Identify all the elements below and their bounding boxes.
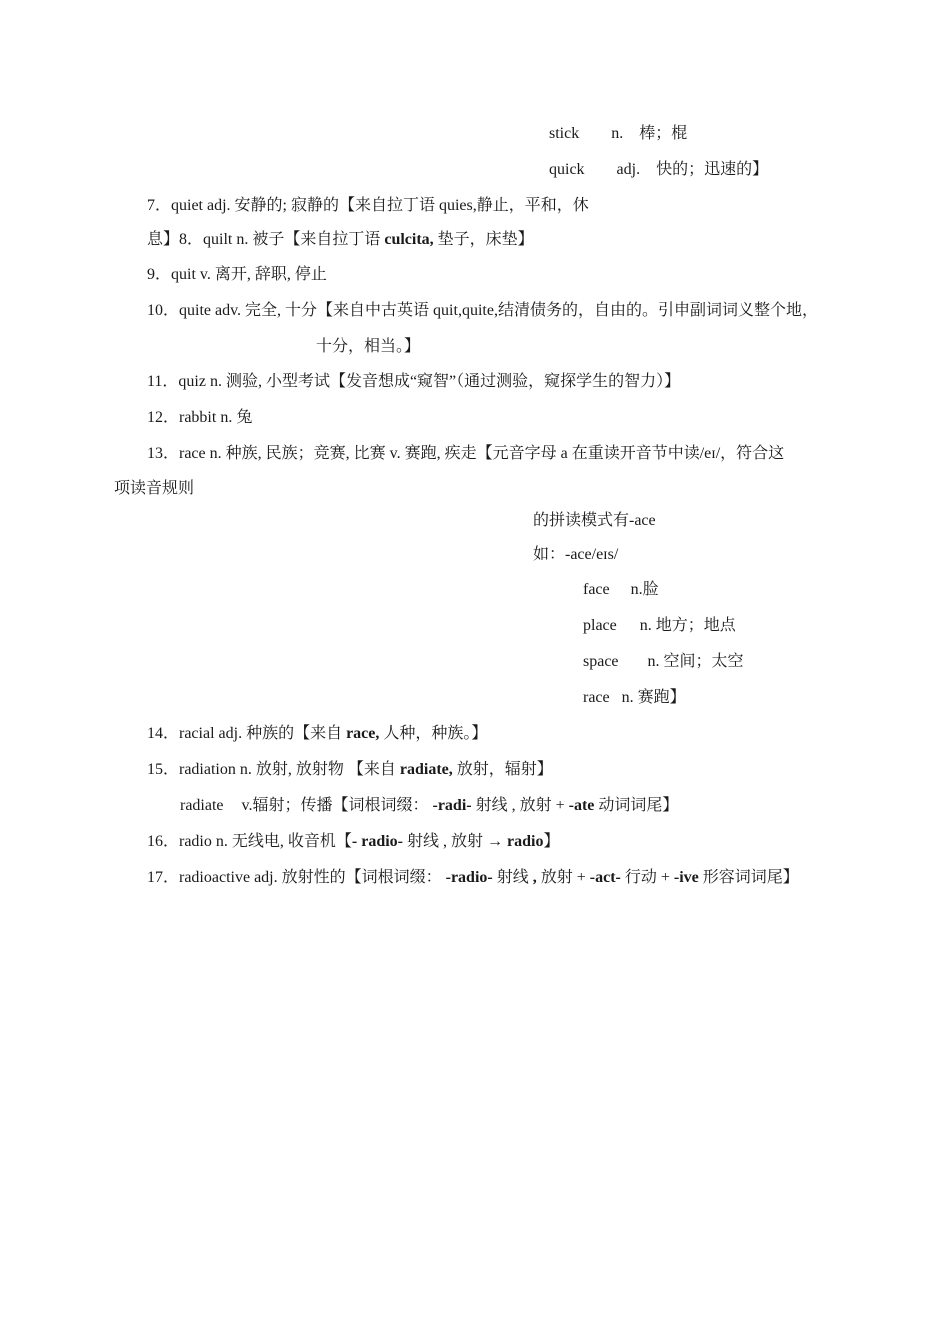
- entry-9: 9．quit v. 离开, 辞职, 停止: [147, 266, 327, 283]
- text: 息】8．quilt n. 被子【来自拉丁语: [147, 231, 385, 248]
- text: 14．racial adj. 种族的【来自: [147, 725, 347, 742]
- word: place: [583, 617, 617, 634]
- text-bold: radiate,: [399, 761, 453, 778]
- entry-7-line1: 7．quiet adj. 安静的; 寂静的【来自拉丁语 quies,静止，平和，休: [147, 197, 589, 214]
- entry-15-radiate: [180, 796, 678, 816]
- text-bold: -radi-: [432, 797, 472, 814]
- text: 行动 +: [620, 869, 674, 886]
- text-bold: -act-: [589, 869, 621, 886]
- text: 16．radio n. 无线电, 收音机【: [147, 833, 352, 850]
- text: 17．radioactive adj. 放射性的【词根词缀：: [147, 869, 446, 886]
- example-stick: [549, 124, 687, 144]
- text: 垫子，床垫】: [433, 231, 534, 248]
- definition: n. 空间；太空: [647, 653, 744, 670]
- entry-13-line3: 的拼读模式有-ace: [533, 512, 656, 529]
- text: 放射，辐射】: [452, 761, 553, 778]
- text-bold: culcita,: [384, 231, 434, 248]
- text-bold: ,: [532, 869, 537, 886]
- definition: n. 赛跑】: [621, 689, 686, 706]
- example-face: [583, 580, 659, 600]
- pos: adj.: [616, 161, 641, 178]
- entry-15: [147, 760, 553, 780]
- text-bold: -ive: [673, 869, 699, 886]
- word: stick: [549, 125, 580, 142]
- word: race: [583, 689, 610, 706]
- entry-11: 11．quiz n. 测验, 小型考试【发音想成“窥智”（通过测验，窥探学生的智力）】: [147, 373, 681, 390]
- word: space: [583, 653, 619, 670]
- definition: n. 地方；地点: [639, 617, 736, 634]
- text: 射线: [492, 869, 533, 886]
- text-bold: radio: [507, 833, 544, 850]
- text: 动词词尾】: [594, 797, 679, 814]
- entry-7-8-line2: [147, 230, 534, 250]
- entry-13-line2: 项读音规则: [114, 480, 195, 497]
- entry-14: [147, 724, 487, 744]
- entry-13-line4: 如：-ace/eɪs/: [533, 546, 619, 563]
- text: v.辐射；传播【词根词缀：: [241, 797, 433, 814]
- text: 人种，种族。】: [379, 725, 488, 742]
- text: 15．radiation n. 放射, 放射物 【来自: [147, 761, 400, 778]
- text: 】: [543, 833, 560, 850]
- text-bold: -ate: [568, 797, 595, 814]
- text: 射线 , 放射 +: [471, 797, 569, 814]
- text: 射线 , 放射 →: [403, 833, 508, 850]
- text: 放射 +: [536, 869, 590, 886]
- entry-10-line1: 10．quite adv. 完全, 十分【来自中古英语 quit,quite,结清债务的，自由的。引申副词词义整个地，: [147, 302, 818, 319]
- text-bold: -radio-: [445, 869, 493, 886]
- entry-12: 12．rabbit n. 兔: [147, 409, 253, 426]
- example-race: [583, 688, 686, 708]
- entry-13-line1: 13．race n. 种族, 民族；竞赛, 比赛 v. 赛跑, 疾走【元音字母 a 在重读开音节中读/eɪ/，符合这: [147, 445, 785, 462]
- example-space: [583, 652, 744, 672]
- word: quick: [549, 161, 585, 178]
- definition: n.脸: [630, 581, 659, 598]
- text-bold: - radio-: [351, 833, 403, 850]
- entry-16: [147, 832, 559, 852]
- entry-17: [147, 868, 799, 888]
- definition: 棒；棍: [639, 125, 688, 142]
- text-bold: race,: [346, 725, 380, 742]
- example-place: [583, 616, 736, 636]
- example-quick: [549, 160, 768, 180]
- text: 形容词词尾】: [698, 869, 799, 886]
- definition: 快的；迅速的】: [656, 161, 769, 178]
- entry-10-line2: 十分，相当。】: [316, 338, 421, 355]
- word: radiate: [180, 797, 224, 814]
- pos: n.: [611, 125, 624, 142]
- word: face: [583, 581, 610, 598]
